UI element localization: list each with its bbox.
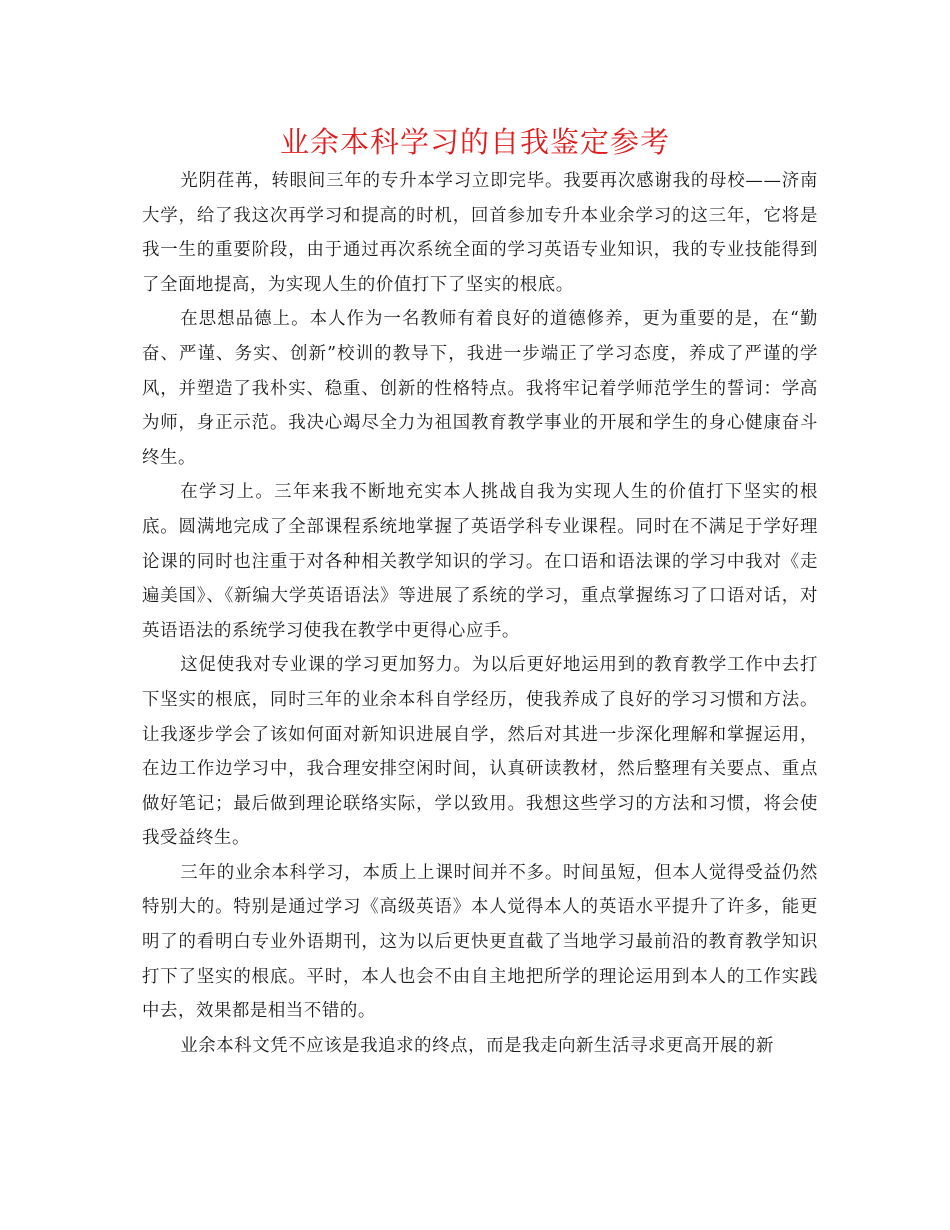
- paragraph-1: 光阴荏苒，转眼间三年的专升本学习立即完毕。我要再次感谢我的母校——济南大学，给了我这次再学习和提高的时机，回首参加专升本业余学习的这三年，它将是我一生的重要阶段，由于通过再次系统全面的学习英语专业知识，我的专业技能得到了全面地提高，为实现人生的价值打下了坚实的根底。: [142, 171, 818, 295]
- paragraph-5: 三年的业余本科学习，本质上上课时间并不多。时间虽短，但本人觉得受益仍然特别大的。特别是通过学习《高级英语》本人觉得本人的英语水平提升了许多，能更明了的看明白专业外语期刊，这为以后更快更直截了当地学习最前沿的教育教学知识打下了坚实的根底。平时，本人也会不由自主地把所学的理论运用到本人的工作实践中去，效果都是相当不错的。: [142, 862, 818, 1022]
- paragraph-2: 在思想品德上。本人作为一名教师有着良好的道德修养，更为重要的是，在“勤奋、严谨、务实、创新”校训的教导下，我进一步端正了学习态度，养成了严谨的学风，并塑造了我朴实、稳重、创新的性格特点。我将牢记着学师范学生的誓词：学高为师，身正示范。我决心竭尽全力为祖国教育教学事业的开展和学生的身心健康奋斗终生。: [142, 309, 818, 468]
- paragraph-6: 业余本科文凭不应该是我追求的终点，而是我走向新生活寻求更高开展的新: [180, 1035, 774, 1056]
- paragraph-3: 在学习上。三年来我不断地充实本人挑战自我为实现人生的价值打下坚实的根底。圆满地完成了全部课程系统地掌握了英语学科专业课程。同时在不满足于学好理论课的同时也注重于对各种相关教学知识的学习。在口语和语法课的学习中我对《走遍美国》、《新编大学英语语法》等进展了系统的学习，重点掌握练习了口语对话，对英语语法的系统学习使我在教学中更得心应手。: [142, 482, 818, 641]
- paragraph-4: 这促使我对专业课的学习更加努力。为以后更好地运用到的教育教学工作中去打下坚实的根底，同时三年的业余本科自学经历，使我养成了良好的学习习惯和方法。让我逐步学会了该如何面对新知识进展自学，然后对其进一步深化理解和掌握运用，在边工作边学习中，我合理安排空闲时间，认真研读教材，然后整理有关要点、重点做好笔记；最后做到理论联络实际，学以致用。我想这些学习的方法和习惯，将会使我受益终生。: [142, 655, 818, 849]
- document-body: [142, 164, 818, 1063]
- document-title: 业余本科学习的自我鉴定参考: [279, 125, 670, 159]
